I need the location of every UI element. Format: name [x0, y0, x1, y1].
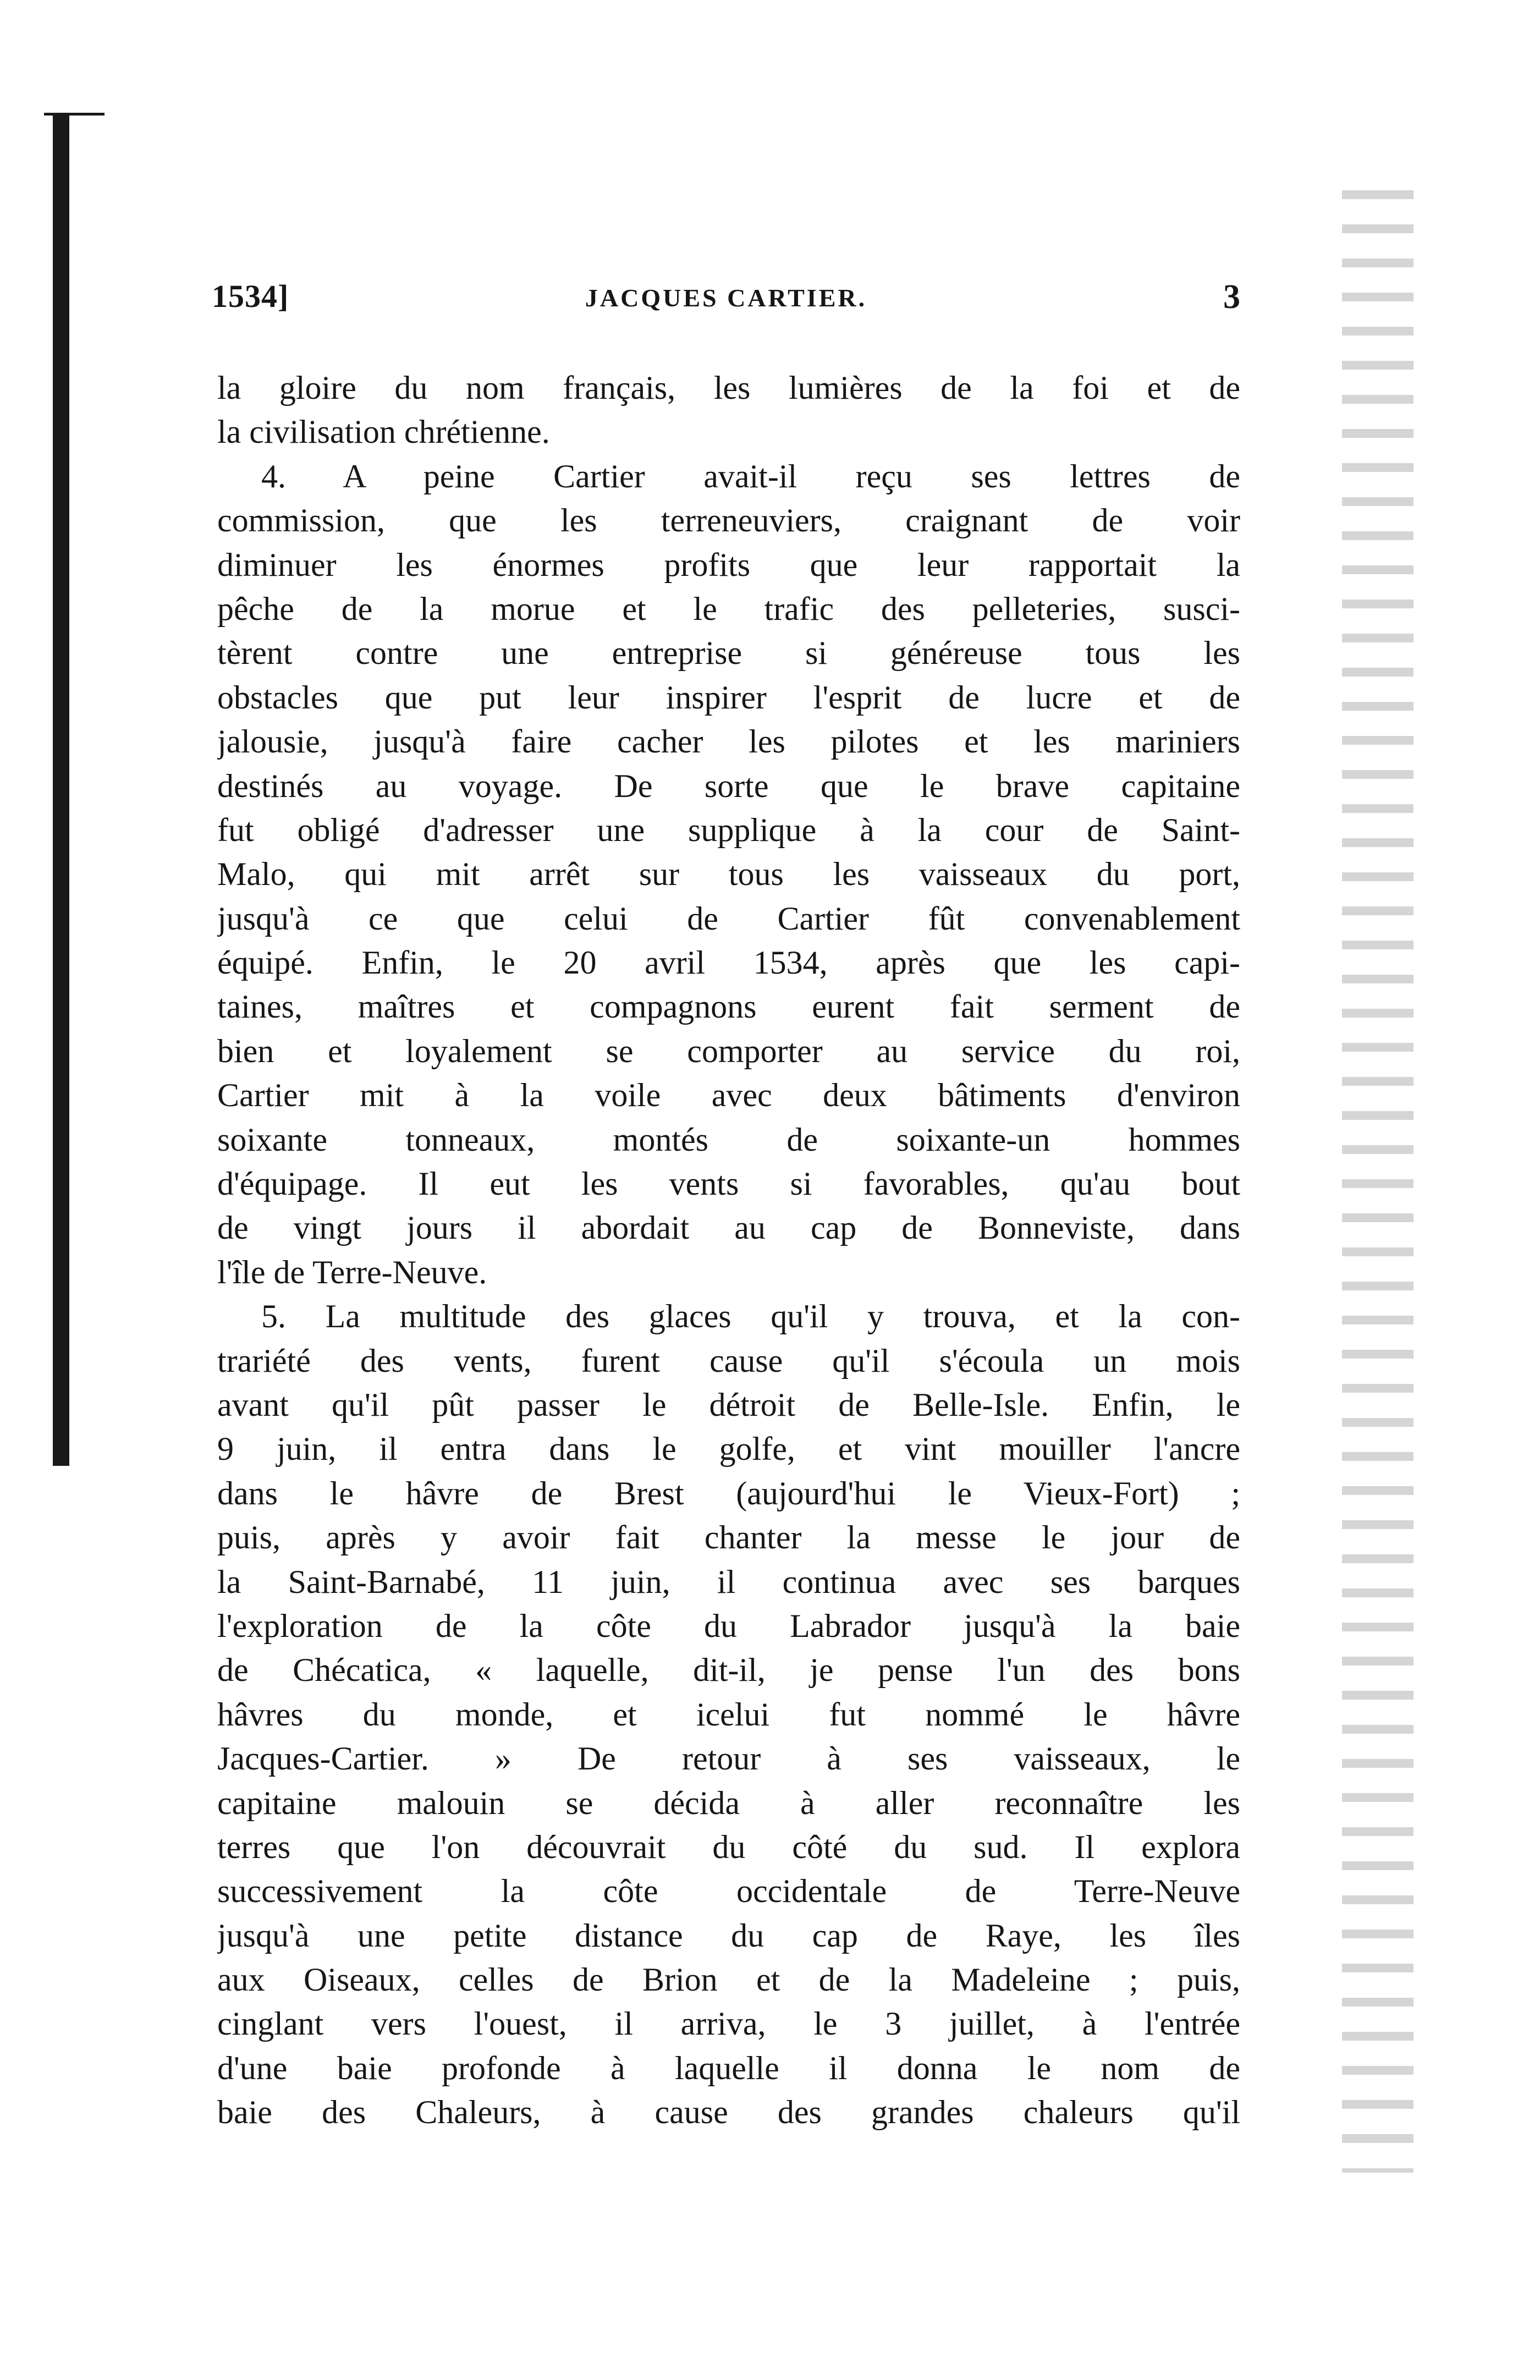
text-line: jalousie, jusqu'à faire cacher les pilotes et les mariniers — [217, 723, 1240, 760]
text-line: de vingt jours il abordait au cap de Bonneviste, dans — [217, 1210, 1240, 1246]
text-line: d'une baie profonde à laquelle il donna le nom de — [217, 2049, 1240, 2086]
text-line: trariété des vents, furent cause qu'il s'écoula un mois — [217, 1342, 1240, 1379]
text-line: bien et loyalement se comporter au service du roi, — [217, 1032, 1240, 1069]
text-line: la gloire du nom français, les lumières de la foi et de — [217, 370, 1240, 406]
text-line: 5. La multitude des glaces qu'il y trouva, et la con- — [261, 1298, 1240, 1335]
text-line: de Chécatica, « laquelle, dit-il, je pense l'un des bons — [217, 1652, 1240, 1689]
text-line: puis, après y avoir fait chanter la messe le jour de — [217, 1519, 1240, 1556]
text-line: avant qu'il pût passer le détroit de Belle-Isle. Enfin, le — [217, 1386, 1240, 1423]
binding-edge — [53, 113, 69, 1466]
text-line: l'île de Terre-Neuve. — [217, 1254, 487, 1290]
running-head-title: JACQUES CARTIER. — [585, 284, 867, 312]
page-number: 3 — [1223, 278, 1240, 316]
text-line: 4. A peine Cartier avait-il reçu ses lettres de — [261, 458, 1240, 494]
text-line: tèrent contre une entreprise si généreuse tous les — [217, 635, 1240, 672]
text-line: terres que l'on découvrait du côté du sud. Il explora — [217, 1828, 1240, 1865]
text-line: hâvres du monde, et icelui fut nommé le hâvre — [217, 1696, 1240, 1733]
text-line: Cartier mit à la voile avec deux bâtiments d'environ — [217, 1077, 1240, 1114]
text-line: capitaine malouin se décida à aller reconnaître les — [217, 1784, 1240, 1821]
text-line: commission, que les terreneuviers, craignant de voir — [217, 502, 1240, 539]
text-line: pêche de la morue et le trafic des pelleteries, susci- — [217, 590, 1240, 627]
text-line: 9 juin, il entra dans le golfe, et vint mouiller l'ancre — [217, 1431, 1240, 1467]
text-line: diminuer les énormes profits que leur rapportait la — [217, 546, 1240, 583]
text-line: d'équipage. Il eut les vents si favorables, qu'au bout — [217, 1166, 1240, 1202]
text-line: équipé. Enfin, le 20 avril 1534, après que les capi- — [217, 944, 1240, 981]
text-line: obstacles que put leur inspirer l'esprit de lucre et de — [217, 679, 1240, 716]
text-line: la civilisation chrétienne. — [217, 414, 550, 450]
text-line: Malo, qui mit arrêt sur tous les vaisseaux du port, — [217, 856, 1240, 893]
text-line: cinglant vers l'ouest, il arriva, le 3 juillet, à l'entrée — [217, 2005, 1240, 2042]
text-line: l'exploration de la côte du Labrador jusqu'à la baie — [217, 1607, 1240, 1644]
scan-margin-noise — [1342, 165, 1414, 2173]
text-line: jusqu'à une petite distance du cap de Raye, les îles — [217, 1917, 1240, 1954]
text-line: aux Oiseaux, celles de Brion et de la Madeleine ; puis, — [217, 1961, 1240, 1998]
text-line: la Saint-Barnabé, 11 juin, il continua avec ses barques — [217, 1563, 1240, 1600]
running-head — [212, 278, 1240, 316]
text-line: taines, maîtres et compagnons eurent fait serment de — [217, 988, 1240, 1025]
text-line: dans le hâvre de Brest (aujourd'hui le Vieux-Fort) ; — [217, 1475, 1240, 1511]
body-text — [217, 366, 1240, 2135]
text-line: soixante tonneaux, montés de soixante-un hommes — [217, 1121, 1240, 1158]
text-line: fut obligé d'adresser une supplique à la cour de Saint- — [217, 811, 1240, 848]
text-line: destinés au voyage. De sorte que le brave capitaine — [217, 767, 1240, 804]
text-line: jusqu'à ce que celui de Cartier fût convenablement — [217, 900, 1240, 937]
text-line: successivement la côte occidentale de Terre-Neuve — [217, 1873, 1240, 1910]
text-line: Jacques-Cartier. » De retour à ses vaisseaux, le — [217, 1740, 1240, 1777]
running-head-year: 1534] — [212, 278, 289, 314]
text-line: baie des Chaleurs, à cause des grandes chaleurs qu'il — [217, 2094, 1240, 2131]
